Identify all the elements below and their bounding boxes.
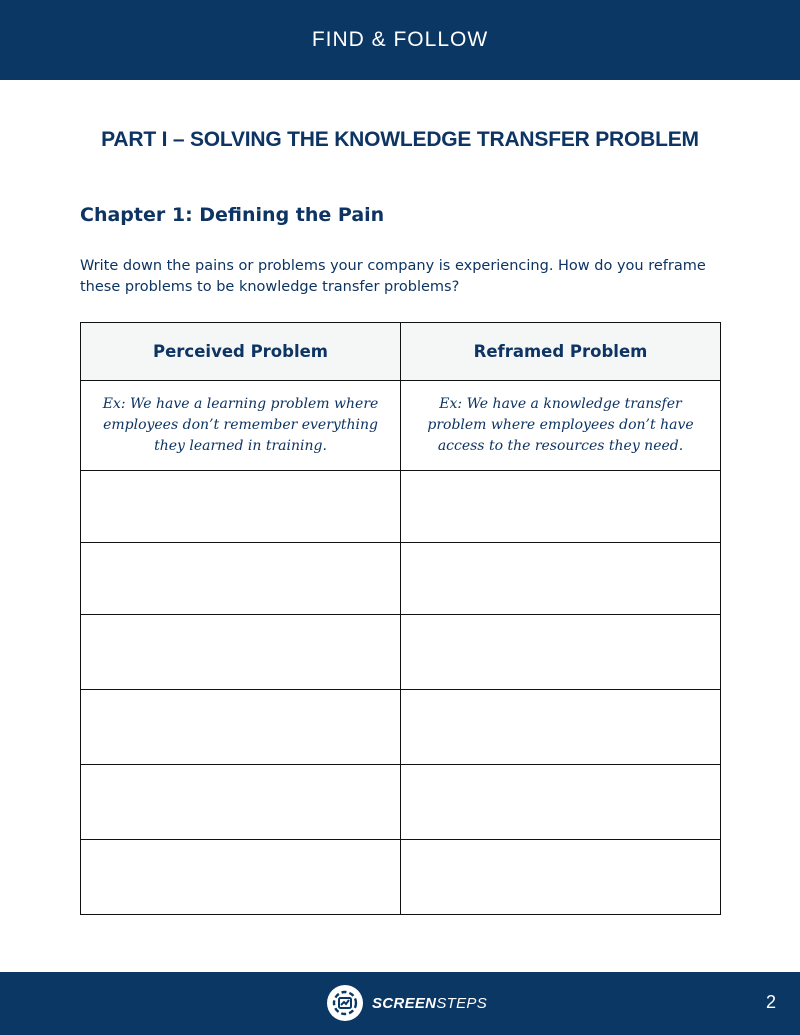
table-row — [81, 615, 721, 690]
worksheet-table — [80, 322, 721, 915]
perceived-cell[interactable] — [81, 615, 401, 690]
page-header — [0, 0, 800, 80]
example-perceived: Ex: We have a learning problem where employees don’t remember everything they learned in training. — [81, 381, 401, 471]
part-title: PART I – SOLVING THE KNOWLEDGE TRANSFER PROBLEM — [101, 128, 699, 151]
logo-text — [372, 995, 487, 1012]
perceived-cell[interactable] — [81, 840, 401, 915]
page-number: 2 — [765, 992, 776, 1012]
table-row — [81, 690, 721, 765]
column-header-perceived: Perceived Problem — [81, 323, 401, 381]
perceived-cell[interactable] — [81, 765, 401, 840]
header-title: FIND & FOLLOW — [311, 28, 489, 51]
column-header-reframed: Reframed Problem — [401, 323, 721, 381]
screensteps-logo-icon — [327, 985, 363, 1021]
table-row — [81, 543, 721, 615]
perceived-cell[interactable] — [81, 471, 401, 543]
table-header-row — [81, 323, 721, 381]
chapter-title: Chapter 1: Defining the Pain — [80, 204, 385, 226]
table-row — [81, 471, 721, 543]
example-reframed: Ex: We have a knowledge transfer problem where employees don’t have access to the resources they need. — [401, 381, 721, 471]
reframed-cell[interactable] — [401, 615, 721, 690]
perceived-cell[interactable] — [81, 690, 401, 765]
reframed-cell[interactable] — [401, 690, 721, 765]
logo-text-rest: STEPS — [436, 994, 487, 1012]
page-footer — [0, 972, 800, 1035]
reframed-cell[interactable] — [401, 840, 721, 915]
intro-text: Write down the pains or problems your company is experiencing. How do you reframe these problems to be knowledge transfer problems? — [80, 258, 706, 295]
perceived-cell[interactable] — [81, 543, 401, 615]
table-row — [81, 840, 721, 915]
logo-text-bold: SCREEN — [372, 994, 437, 1012]
screensteps-logo — [327, 985, 487, 1021]
reframed-cell[interactable] — [401, 765, 721, 840]
reframed-cell[interactable] — [401, 471, 721, 543]
reframed-cell[interactable] — [401, 543, 721, 615]
example-row — [81, 381, 721, 471]
table-row — [81, 765, 721, 840]
